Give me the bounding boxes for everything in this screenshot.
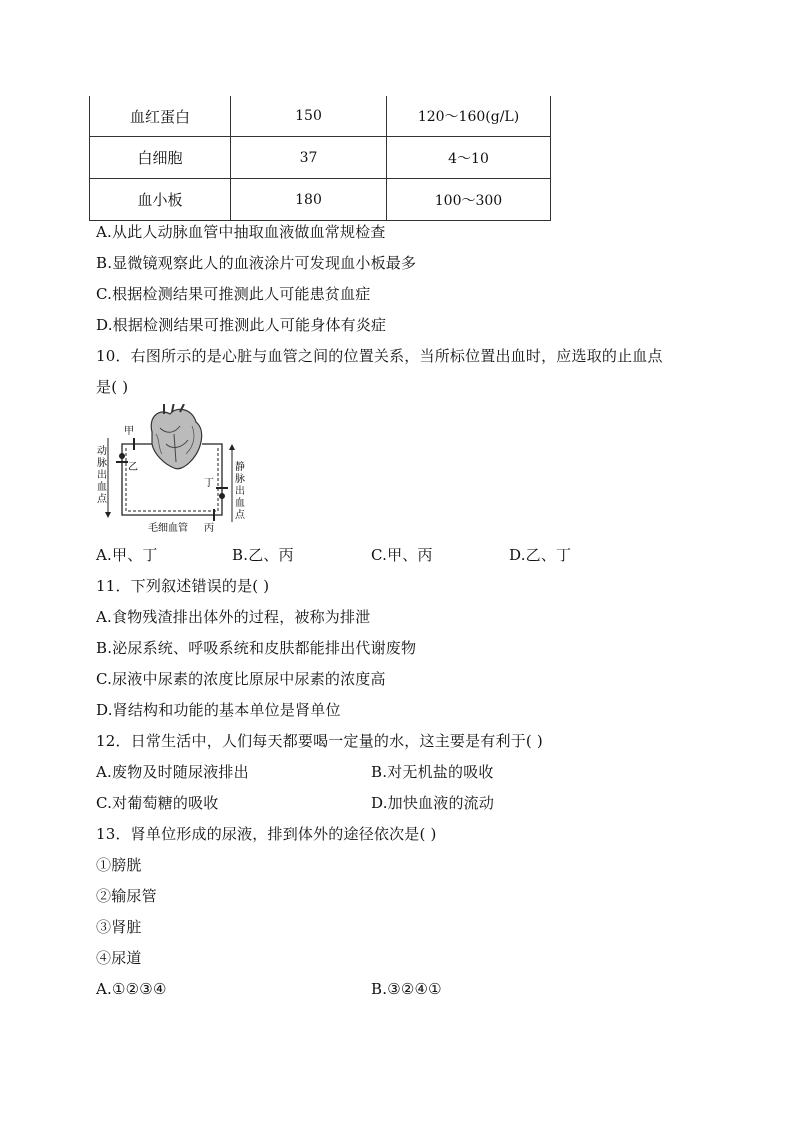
q9-option-a: A.从此人动脉血管中抽取血液做血常规检查 — [96, 223, 386, 241]
q11-option-c: C.尿液中尿素的浓度比原尿中尿素的浓度高 — [96, 670, 386, 688]
q9-option-d: D.根据检测结果可推测此人可能身体有炎症 — [96, 316, 387, 334]
q10-option-b: B.乙、丙 — [232, 546, 294, 564]
q13-option-b: B.③②④① — [371, 980, 442, 998]
q11-stem: 11．下列叙述错误的是( ) — [96, 577, 270, 595]
heart-vessel-diagram — [94, 404, 254, 534]
table-row — [90, 179, 551, 221]
table-row — [90, 137, 551, 179]
q13-item-4: ④尿道 — [96, 949, 142, 967]
table-cell-range: 4～10 — [387, 137, 551, 179]
label-jia: 甲 — [124, 426, 134, 437]
table-cell-item: 血小板 — [90, 179, 231, 221]
q10-option-d: D.乙、丁 — [509, 546, 572, 564]
q10-option-c: C.甲、丙 — [371, 546, 433, 564]
table-cell-value: 180 — [231, 179, 387, 221]
artery-bleed-point — [119, 453, 125, 459]
label-capillary: 毛细血管 — [148, 523, 188, 534]
q9-option-b: B.显微镜观察此人的血液涂片可发现血小板最多 — [96, 254, 417, 272]
label-vein-bleed: 静脉出血点 — [235, 462, 245, 521]
q9-option-c: C.根据检测结果可推测此人可能患贫血症 — [96, 285, 371, 303]
q13-item-3: ③肾脏 — [96, 918, 142, 936]
q10-stem-cont: 是( ) — [96, 378, 129, 396]
label-ding: 丁 — [204, 478, 214, 489]
q10-stem: 10．右图所示的是心脏与血管之间的位置关系，当所标位置出血时，应选取的止血点 — [96, 347, 663, 365]
q12-option-d: D.加快血液的流动 — [371, 794, 495, 812]
q12-stem: 12．日常生活中，人们每天都要喝一定量的水，这主要是有利于( ) — [96, 732, 543, 750]
blood-test-table — [89, 96, 551, 221]
label-bing: 丙 — [204, 523, 214, 534]
arrow-down-icon — [105, 512, 111, 518]
heart-illustration — [151, 404, 201, 469]
table-row — [90, 96, 551, 137]
label-artery-bleed: 动脉出血点 — [97, 446, 107, 505]
q11-option-b: B.泌尿系统、呼吸系统和皮肤都能排出代谢废物 — [96, 639, 417, 657]
table-cell-value: 150 — [231, 96, 387, 137]
table-cell-item: 白细胞 — [90, 137, 231, 179]
table-cell-range: 120～160(g/L) — [387, 96, 551, 137]
arrow-up-icon — [229, 444, 235, 450]
table-cell-value: 37 — [231, 137, 387, 179]
q13-stem: 13．肾单位形成的尿液，排到体外的途径依次是( ) — [96, 825, 437, 843]
q11-option-a: A.食物残渣排出体外的过程，被称为排泄 — [96, 608, 371, 626]
vein-bleed-point — [219, 493, 225, 499]
q10-option-a: A.甲、丁 — [96, 546, 158, 564]
q13-item-2: ②输尿管 — [96, 887, 157, 905]
q13-item-1: ①膀胱 — [96, 856, 142, 874]
q11-option-d: D.肾结构和功能的基本单位是肾单位 — [96, 701, 341, 719]
table-cell-item: 血红蛋白 — [90, 96, 231, 137]
q12-option-b: B.对无机盐的吸收 — [371, 763, 494, 781]
q13-option-a: A.①②③④ — [96, 980, 167, 998]
table-cell-range: 100～300 — [387, 179, 551, 221]
label-yi: 乙 — [128, 462, 138, 473]
q12-option-a: A.废物及时随尿液排出 — [96, 763, 249, 781]
q12-option-c: C.对葡萄糖的吸收 — [96, 794, 219, 812]
